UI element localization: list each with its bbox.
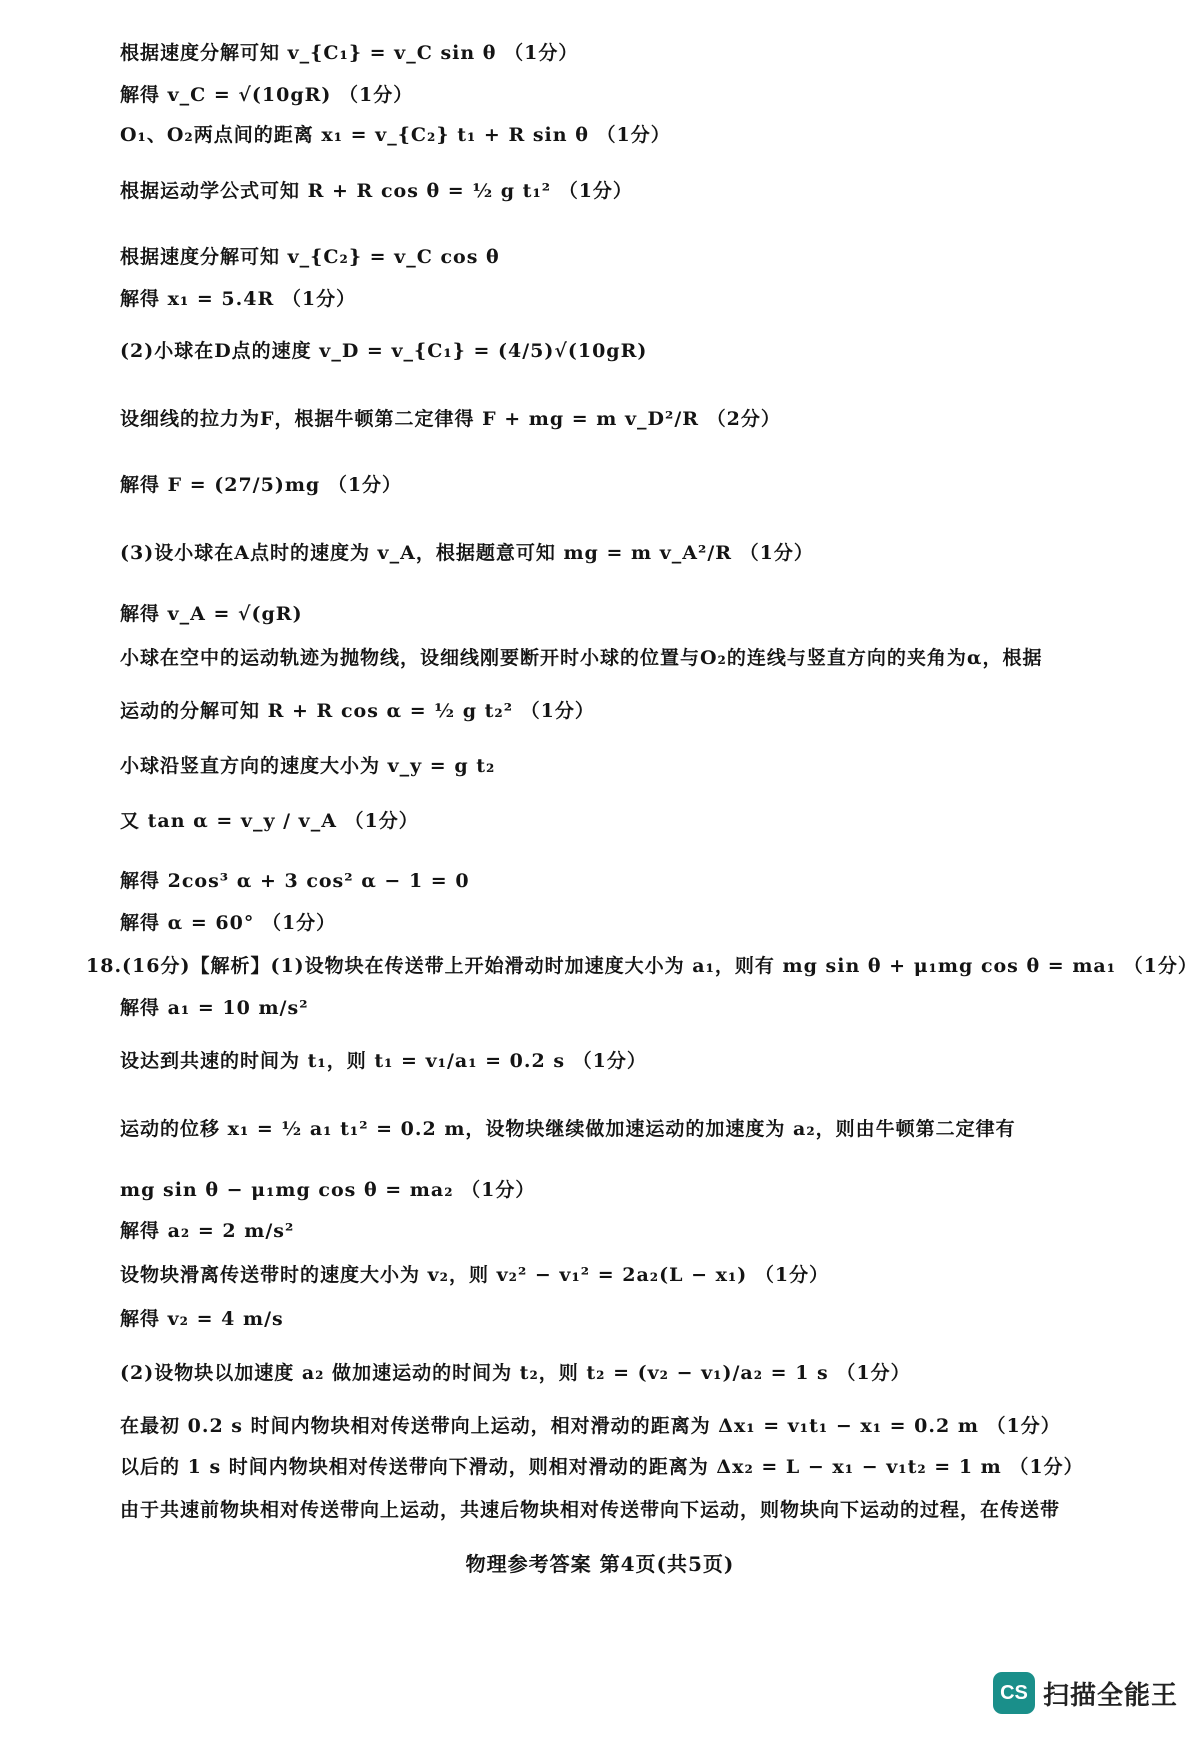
- answer-line-25: 解得 v₂ = 4 m/s: [120, 1308, 284, 1330]
- answer-line-26: (2)设物块以加速度 a₂ 做加速运动的时间为 t₂，则 t₂ = (v₂ − v₁)/a₂ = 1 s （1分）: [120, 1362, 911, 1384]
- answer-line-9: 解得 F = (27/5)mg （1分）: [120, 474, 403, 496]
- camscanner-logo-icon: CS: [993, 1672, 1035, 1714]
- answer-line-21: 运动的位移 x₁ = ½ a₁ t₁² = 0.2 m，设物块继续做加速运动的加速度为 a₂，则由牛顿第二定律有: [120, 1118, 1016, 1140]
- answer-line-15: 又 tan α = v_y / v_A （1分）: [120, 810, 419, 832]
- answer-line-10: (3)设小球在A点时的速度为 v_A，根据题意可知 mg = m v_A²/R （1分）: [120, 542, 814, 564]
- answer-line-7: (2)小球在D点的速度 v_D = v_{C₁} = (4/5)√(10gR): [120, 340, 648, 362]
- answer-line-14: 小球沿竖直方向的速度大小为 v_y = g t₂: [120, 755, 496, 777]
- answer-line-12: 小球在空中的运动轨迹为抛物线，设细线刚要断开时小球的位置与O₂的连线与竖直方向的夹角为α，根据: [120, 647, 1043, 669]
- answer-line-19: 解得 a₁ = 10 m/s²: [120, 997, 309, 1019]
- answer-line-6: 解得 x₁ = 5.4R （1分）: [120, 288, 357, 310]
- answer-line-1: 根据速度分解可知 v_{C₁} = v_C sin θ （1分）: [120, 42, 579, 64]
- answer-line-23: 解得 a₂ = 2 m/s²: [120, 1220, 295, 1242]
- answer-line-24: 设物块滑离传送带时的速度大小为 v₂，则 v₂² − v₁² = 2a₂(L − x₁) （1分）: [120, 1264, 830, 1286]
- watermark-text: 扫描全能王: [1042, 1680, 1178, 1711]
- answer-line-11: 解得 v_A = √(gR): [120, 603, 303, 625]
- answer-line-18: 18.(16分)【解析】(1)设物块在传送带上开始滑动时加速度大小为 a₁，则有 mg sin θ + μ₁mg cos θ = ma₁ （1分）: [86, 955, 1198, 977]
- page-footer: 物理参考答案 第4页(共5页): [465, 1552, 735, 1576]
- answer-line-13: 运动的分解可知 R + R cos α = ½ g t₂² （1分）: [120, 700, 595, 722]
- answer-line-4: 根据运动学公式可知 R + R cos θ = ½ g t₁² （1分）: [120, 180, 633, 202]
- answer-line-28: 以后的 1 s 时间内物块相对传送带向下滑动，则相对滑动的距离为 Δx₂ = L − x₁ − v₁t₂ = 1 m （1分）: [120, 1456, 1084, 1478]
- answer-line-2: 解得 v_C = √(10gR) （1分）: [120, 84, 414, 106]
- answer-line-20: 设达到共速的时间为 t₁，则 t₁ = v₁/a₁ = 0.2 s （1分）: [120, 1050, 647, 1072]
- answer-line-8: 设细线的拉力为F，根据牛顿第二定律得 F + mg = m v_D²/R （2分）: [120, 408, 781, 430]
- answer-line-17: 解得 α = 60° （1分）: [120, 912, 337, 934]
- answer-line-27: 在最初 0.2 s 时间内物块相对传送带向上运动，相对滑动的距离为 Δx₁ = v₁t₁ − x₁ = 0.2 m （1分）: [120, 1415, 1061, 1437]
- answer-line-29: 由于共速前物块相对传送带向上运动，共速后物块相对传送带向下运动，则物块向下运动的过程，在传送带: [120, 1499, 1061, 1521]
- scanner-watermark: [993, 1670, 1178, 1716]
- answer-line-16: 解得 2cos³ α + 3 cos² α − 1 = 0: [120, 870, 470, 892]
- answer-line-3: O₁、O₂两点间的距离 x₁ = v_{C₂} t₁ + R sin θ （1分）: [120, 124, 671, 146]
- answer-line-5: 根据速度分解可知 v_{C₂} = v_C cos θ: [120, 246, 500, 268]
- answer-line-22: mg sin θ − μ₁mg cos θ = ma₂ （1分）: [120, 1179, 536, 1201]
